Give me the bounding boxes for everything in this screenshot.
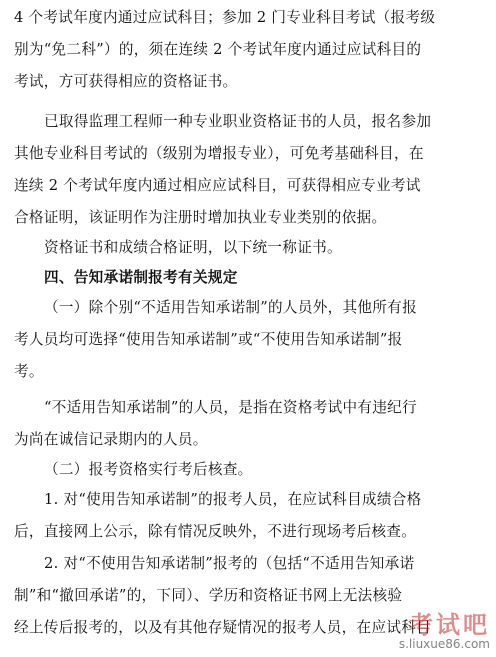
paragraph-line: 别为“免二科”）的，须在连续 2 个考试年度内通过应试科目的 <box>14 41 422 58</box>
paragraph-line: 后，直接网上公示，除有情况反映外，不进行现场考后核查。 <box>14 523 417 540</box>
paragraph-line: 合格证明，该证明作为注册时增加执业专业类别的依据。 <box>14 209 387 226</box>
paragraph-line: 考试，方可获得相应的资格证书。 <box>14 73 238 90</box>
paragraph-line: 考。 <box>14 363 44 380</box>
watermark-url: s.liuxue86.com <box>398 637 490 651</box>
paragraph-line: 4 个考试年度内通过应试科目；参加 2 门专业科目考试（报考级 <box>14 9 436 26</box>
paragraph-line: 已取得监理工程师一种专业职业资格证书的人员，报名参加 <box>44 113 432 130</box>
paragraph-line: “不适用告知承诺制”的人员，是指在资格考试中有违纪行 <box>44 399 417 416</box>
watermark-brand: 考试吧 <box>409 611 490 639</box>
paragraph-line: 其他专业科目考试的（级别为增报专业），可免考基础科目，在 <box>14 145 424 162</box>
paragraph-line: 2. 对“不使用告知承诺制”报考的（包括“不适用告知承诺 <box>44 555 415 572</box>
paragraph-line: 1. 对“使用告知承诺制”的报考人员，在应试科目成绩合格 <box>44 491 422 508</box>
section-heading: 四、告知承诺制报考有关规定 <box>44 269 238 286</box>
paragraph-line: 制”和“撤回承诺”的，下同）、学历和资格证书网上无法核验 <box>14 587 403 604</box>
paragraph-line: 资格证书和成绩合格证明，以下统一称证书。 <box>44 239 342 256</box>
paragraph-line: 经上传后报考的，以及有其他存疑情况的报考人员，在应试科目 <box>14 619 432 636</box>
paragraph-line: 考人员均可选择“使用告知承诺制”或“不使用告知承诺制”报 <box>14 331 403 348</box>
paragraph-line: （二）报考资格实行考后核查。 <box>44 461 253 478</box>
paragraph-line: 连续 2 个考试年度内通过相应应试科目，可获得相应专业考试 <box>14 177 421 194</box>
paragraph-line: （一）除个别“不适用告知承诺制”的人员外，其他所有报 <box>44 299 417 316</box>
paragraph-line: 为尚在诚信记录期内的人员。 <box>14 431 208 448</box>
